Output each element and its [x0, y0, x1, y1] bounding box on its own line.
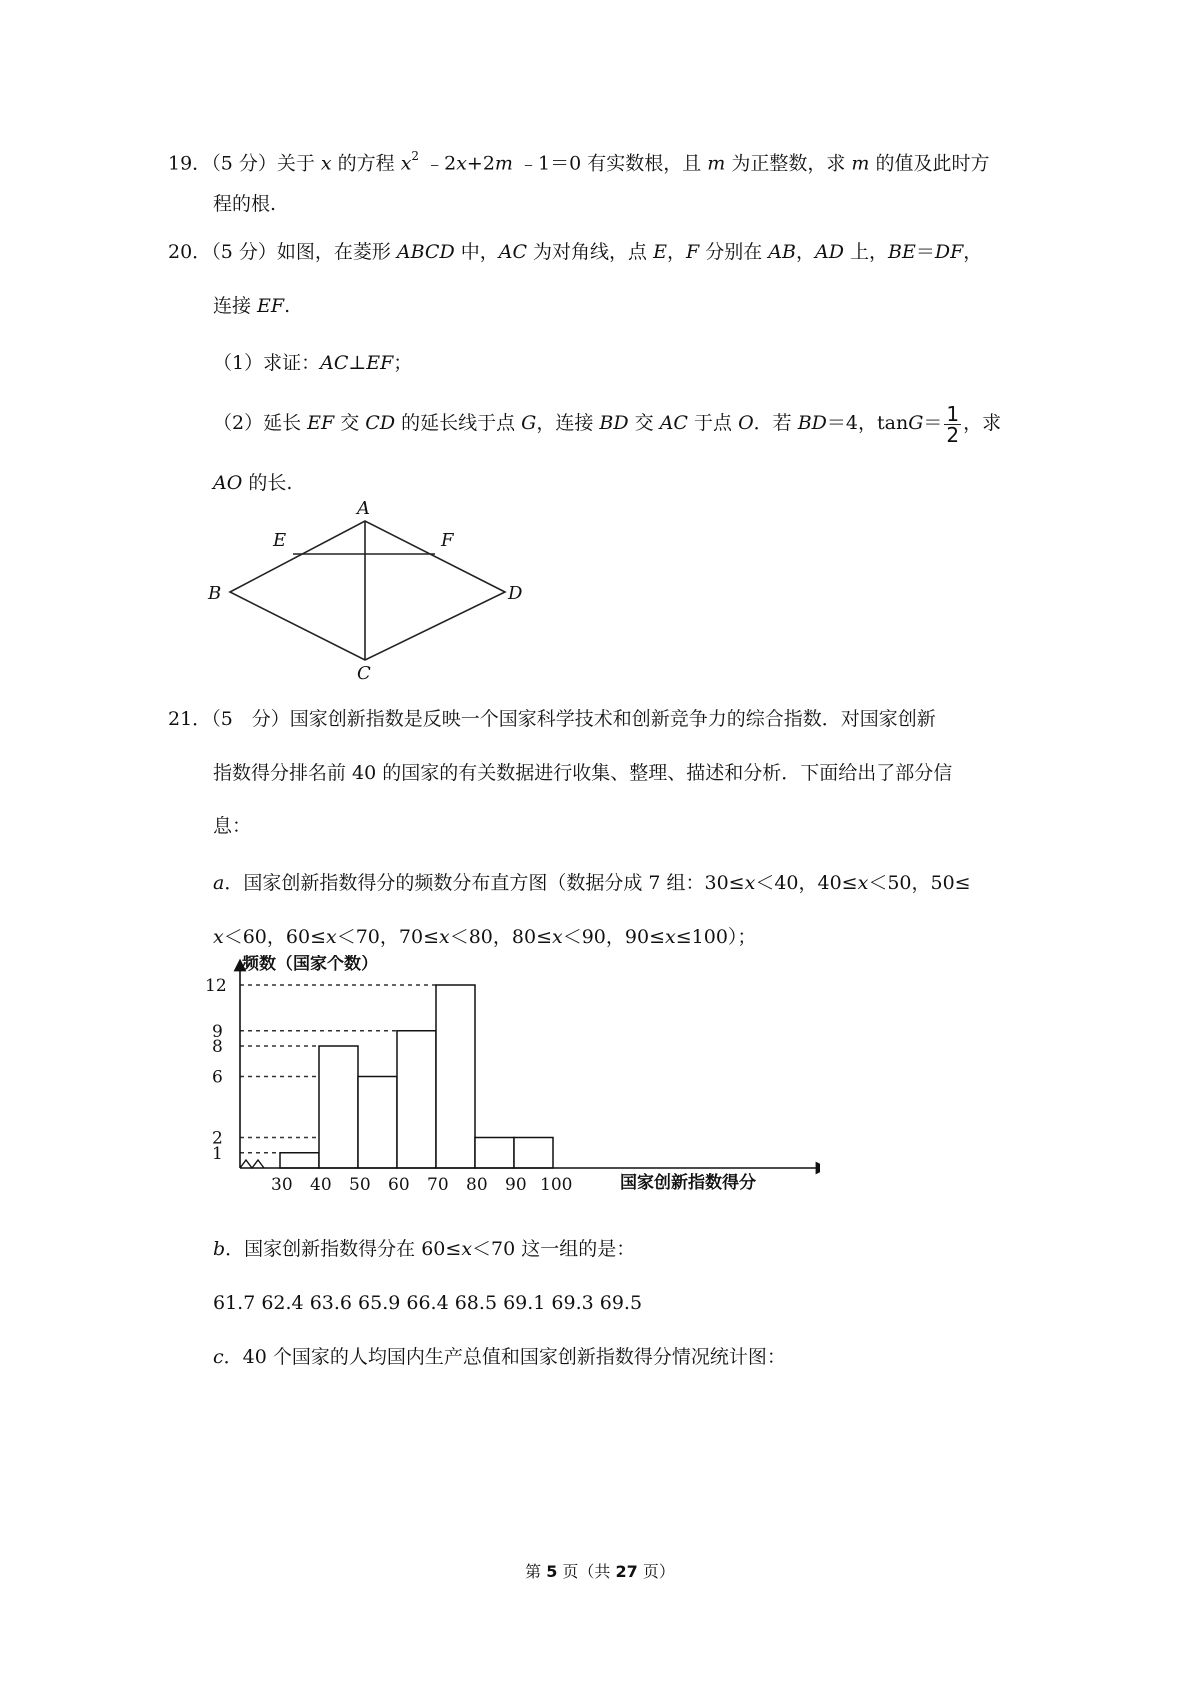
q20-line2 — [213, 293, 290, 319]
item-label-c: c — [213, 1346, 224, 1368]
q20-text: 的长. — [242, 472, 293, 494]
y-tick-label: 12 — [205, 976, 227, 996]
q19-exponent: 2 — [411, 149, 420, 163]
x-tick-label: 100 — [540, 1175, 573, 1195]
q19-var: m — [494, 152, 513, 175]
q20-text: （1）求证： — [213, 352, 321, 374]
rhombus-figure — [205, 495, 535, 680]
q20-var: G — [908, 412, 924, 434]
item-label-b: b — [213, 1238, 226, 1260]
q21-a-line2 — [213, 924, 756, 950]
histogram-bar — [358, 1077, 397, 1169]
q20-text: . — [284, 295, 291, 317]
q21-var: x — [213, 926, 224, 948]
label-d: D — [508, 583, 523, 604]
item-label-a: a — [213, 872, 225, 894]
q20-var: DF — [934, 241, 964, 263]
q20-text: ， — [963, 241, 983, 263]
q20-var: G — [521, 412, 537, 434]
q19-line1 — [168, 145, 989, 176]
q19-var: m — [851, 152, 870, 175]
histogram-bar — [397, 1031, 436, 1168]
q20-var: CD — [365, 412, 396, 434]
histogram-bar — [280, 1153, 319, 1168]
frequency-histogram — [200, 955, 820, 1225]
q20-text: 分别在 — [699, 241, 769, 263]
histogram-bar — [436, 985, 475, 1168]
q21-text: 国家创新指数是反映一个国家科学技术和创新竞争力的综合指数．对国家创新 — [289, 708, 936, 730]
q21-line3: 息： — [213, 815, 252, 837]
q20-var: EF — [307, 412, 335, 434]
fraction-denominator: 2 — [946, 422, 960, 447]
x-tick-label: 40 — [310, 1175, 332, 1195]
q20-var: E — [653, 241, 667, 263]
q19-line2: 程的根. — [213, 193, 277, 215]
page-number: 5 — [546, 1562, 558, 1581]
q19-var: x — [456, 152, 467, 175]
q21-b-values: 61.7 62.4 63.6 65.9 66.4 68.5 69.1 69.3 69.5 — [213, 1292, 643, 1314]
footer-text: 页） — [637, 1562, 675, 1581]
q20-text: 交 — [628, 412, 660, 434]
q20-text: 交 — [334, 412, 366, 434]
rhombus-outline — [230, 521, 505, 660]
q21-a-line1 — [213, 870, 971, 896]
q20-text: ，连接 — [536, 412, 600, 434]
q21-text: ．40 个国家的人均国内生产总值和国家创新指数得分情况统计图： — [223, 1346, 786, 1368]
x-tick-label: 50 — [349, 1175, 371, 1195]
q20-var: AC — [498, 241, 527, 263]
q20-var: AB — [768, 241, 796, 263]
q21-var: x — [744, 872, 756, 894]
q20-var: BD — [797, 412, 827, 434]
q20-part1 — [213, 350, 412, 376]
q19-number: 19． — [168, 152, 212, 175]
fraction — [944, 401, 961, 447]
q20-var: BD — [599, 412, 629, 434]
q20-var: BE — [887, 241, 916, 263]
q21-line2: 指数得分排名前 40 的国家的有关数据进行收集、整理、描述和分析．下面给出了部分信 — [213, 762, 953, 784]
q19-text: 关于 — [276, 152, 321, 175]
q19-score: （5 分） — [211, 152, 277, 175]
q20-var: O — [738, 412, 754, 434]
x-tick-label: 80 — [466, 1175, 488, 1195]
q21-text: ＜40，40≤ — [755, 872, 858, 894]
q21-c-line — [213, 1344, 786, 1370]
q20-text: 连接 — [213, 295, 258, 317]
q20-var: AO — [213, 472, 243, 494]
histogram-bar — [514, 1138, 553, 1169]
q20-var: EF — [366, 352, 394, 374]
fraction-numerator: 1 — [946, 401, 960, 426]
q20-text: 为对角线，点 — [527, 241, 654, 263]
q21-text: ＜90，90≤ — [562, 926, 665, 948]
q21-line1 — [168, 706, 936, 732]
q20-var: AD — [814, 241, 844, 263]
y-tick-label: 1 — [212, 1143, 223, 1164]
q19-text: +2 — [466, 152, 495, 175]
q21-var: x — [461, 1238, 473, 1260]
q21-text: ＜70 这一组的是： — [472, 1238, 636, 1260]
q21-var: x — [552, 926, 563, 948]
x-tick-label: 70 — [427, 1175, 449, 1195]
q21-score: （5 分） — [211, 708, 290, 730]
y-axis-title: 频数（国家个数） — [242, 955, 378, 974]
y-tick-label: 9 — [212, 1021, 223, 1042]
q20-text: 的延长线于点 — [395, 412, 522, 434]
q19-text: 的值及此时方 — [869, 152, 990, 175]
q21-text: ＜70，70≤ — [336, 926, 439, 948]
q21-var: x — [439, 926, 450, 948]
q20-text: 中， — [454, 241, 499, 263]
q20-text: 如图，在菱形 — [276, 241, 397, 263]
histogram-bar — [475, 1138, 514, 1169]
q21-number: 21． — [168, 708, 212, 730]
label-c: C — [357, 663, 371, 680]
q19-var: m — [707, 152, 726, 175]
histogram-bar — [319, 1046, 358, 1168]
q19-text: 为正整数，求 — [725, 152, 852, 175]
q20-text: 于点 — [687, 412, 739, 434]
y-tick-label: 8 — [212, 1037, 223, 1057]
q19-var: x — [400, 152, 412, 175]
q21-text: ＜50，50≤ — [868, 872, 971, 894]
q20-text: （2）延长 — [213, 412, 308, 434]
q21-var: x — [326, 926, 337, 948]
y-tick-label: 6 — [212, 1067, 223, 1088]
q21-text: ．国家创新指数得分的频数分布直方图（数据分成 7 组：30≤ — [224, 872, 745, 894]
q20-var: F — [685, 241, 700, 263]
q20-var: EF — [257, 295, 285, 317]
q20-var: AC — [320, 352, 349, 374]
q21-var: x — [665, 926, 676, 948]
footer-text: 第 — [525, 1562, 547, 1581]
q21-text: ≤100）； — [675, 926, 757, 948]
q20-text: ， — [666, 241, 686, 263]
q20-line1 — [168, 239, 982, 265]
q20-text: ＝ — [923, 412, 943, 434]
x-tick-label: 90 — [505, 1175, 527, 1195]
q20-number: 20． — [168, 241, 212, 263]
q20-text: ， — [795, 241, 815, 263]
q20-var: AC — [659, 412, 688, 434]
label-e: E — [273, 530, 287, 551]
y-tick-label: 2 — [212, 1128, 223, 1149]
page-total: 27 — [615, 1562, 638, 1581]
x-axis-title: 国家创新指数得分 — [620, 1173, 756, 1193]
q20-part2 — [213, 401, 1002, 447]
q20-text: ，求 — [963, 412, 1002, 434]
q21-b-line1 — [213, 1236, 635, 1262]
histogram-bars — [280, 985, 553, 1168]
q21-text: ．国家创新指数得分在 60≤ — [225, 1238, 462, 1260]
page-footer — [0, 1561, 1200, 1583]
y-tick-labels — [205, 976, 227, 1164]
axis-break-icon — [240, 1160, 264, 1168]
label-f: F — [441, 530, 454, 551]
q21-var: x — [857, 872, 869, 894]
q20-text: 上， — [843, 241, 888, 263]
x-tick-label: 60 — [388, 1175, 410, 1195]
perpendicular-symbol: ⊥ — [348, 352, 367, 374]
q21-text: ＜80，80≤ — [449, 926, 552, 948]
footer-text: 页（共 — [557, 1562, 616, 1581]
q21-text: ＜60，60≤ — [223, 926, 326, 948]
q20-var: ABCD — [396, 241, 455, 263]
q19-text: ﹣1＝0 有实数根，且 — [512, 152, 708, 175]
q20-text: ＝ — [915, 241, 935, 263]
q20-part2-line2 — [213, 470, 292, 496]
label-b: B — [208, 583, 222, 604]
q20-text: ．若 — [753, 412, 798, 434]
q19-text: 的方程 — [331, 152, 401, 175]
q20-text: ＝4，tan — [826, 412, 909, 434]
label-a: A — [357, 498, 370, 519]
q19-text: ﹣2 — [419, 152, 457, 175]
q19-var: x — [320, 152, 332, 175]
q20-score: （5 分） — [211, 241, 277, 263]
q20-text: ； — [393, 352, 413, 374]
x-tick-labels — [271, 1175, 572, 1195]
x-tick-label: 30 — [271, 1175, 293, 1195]
